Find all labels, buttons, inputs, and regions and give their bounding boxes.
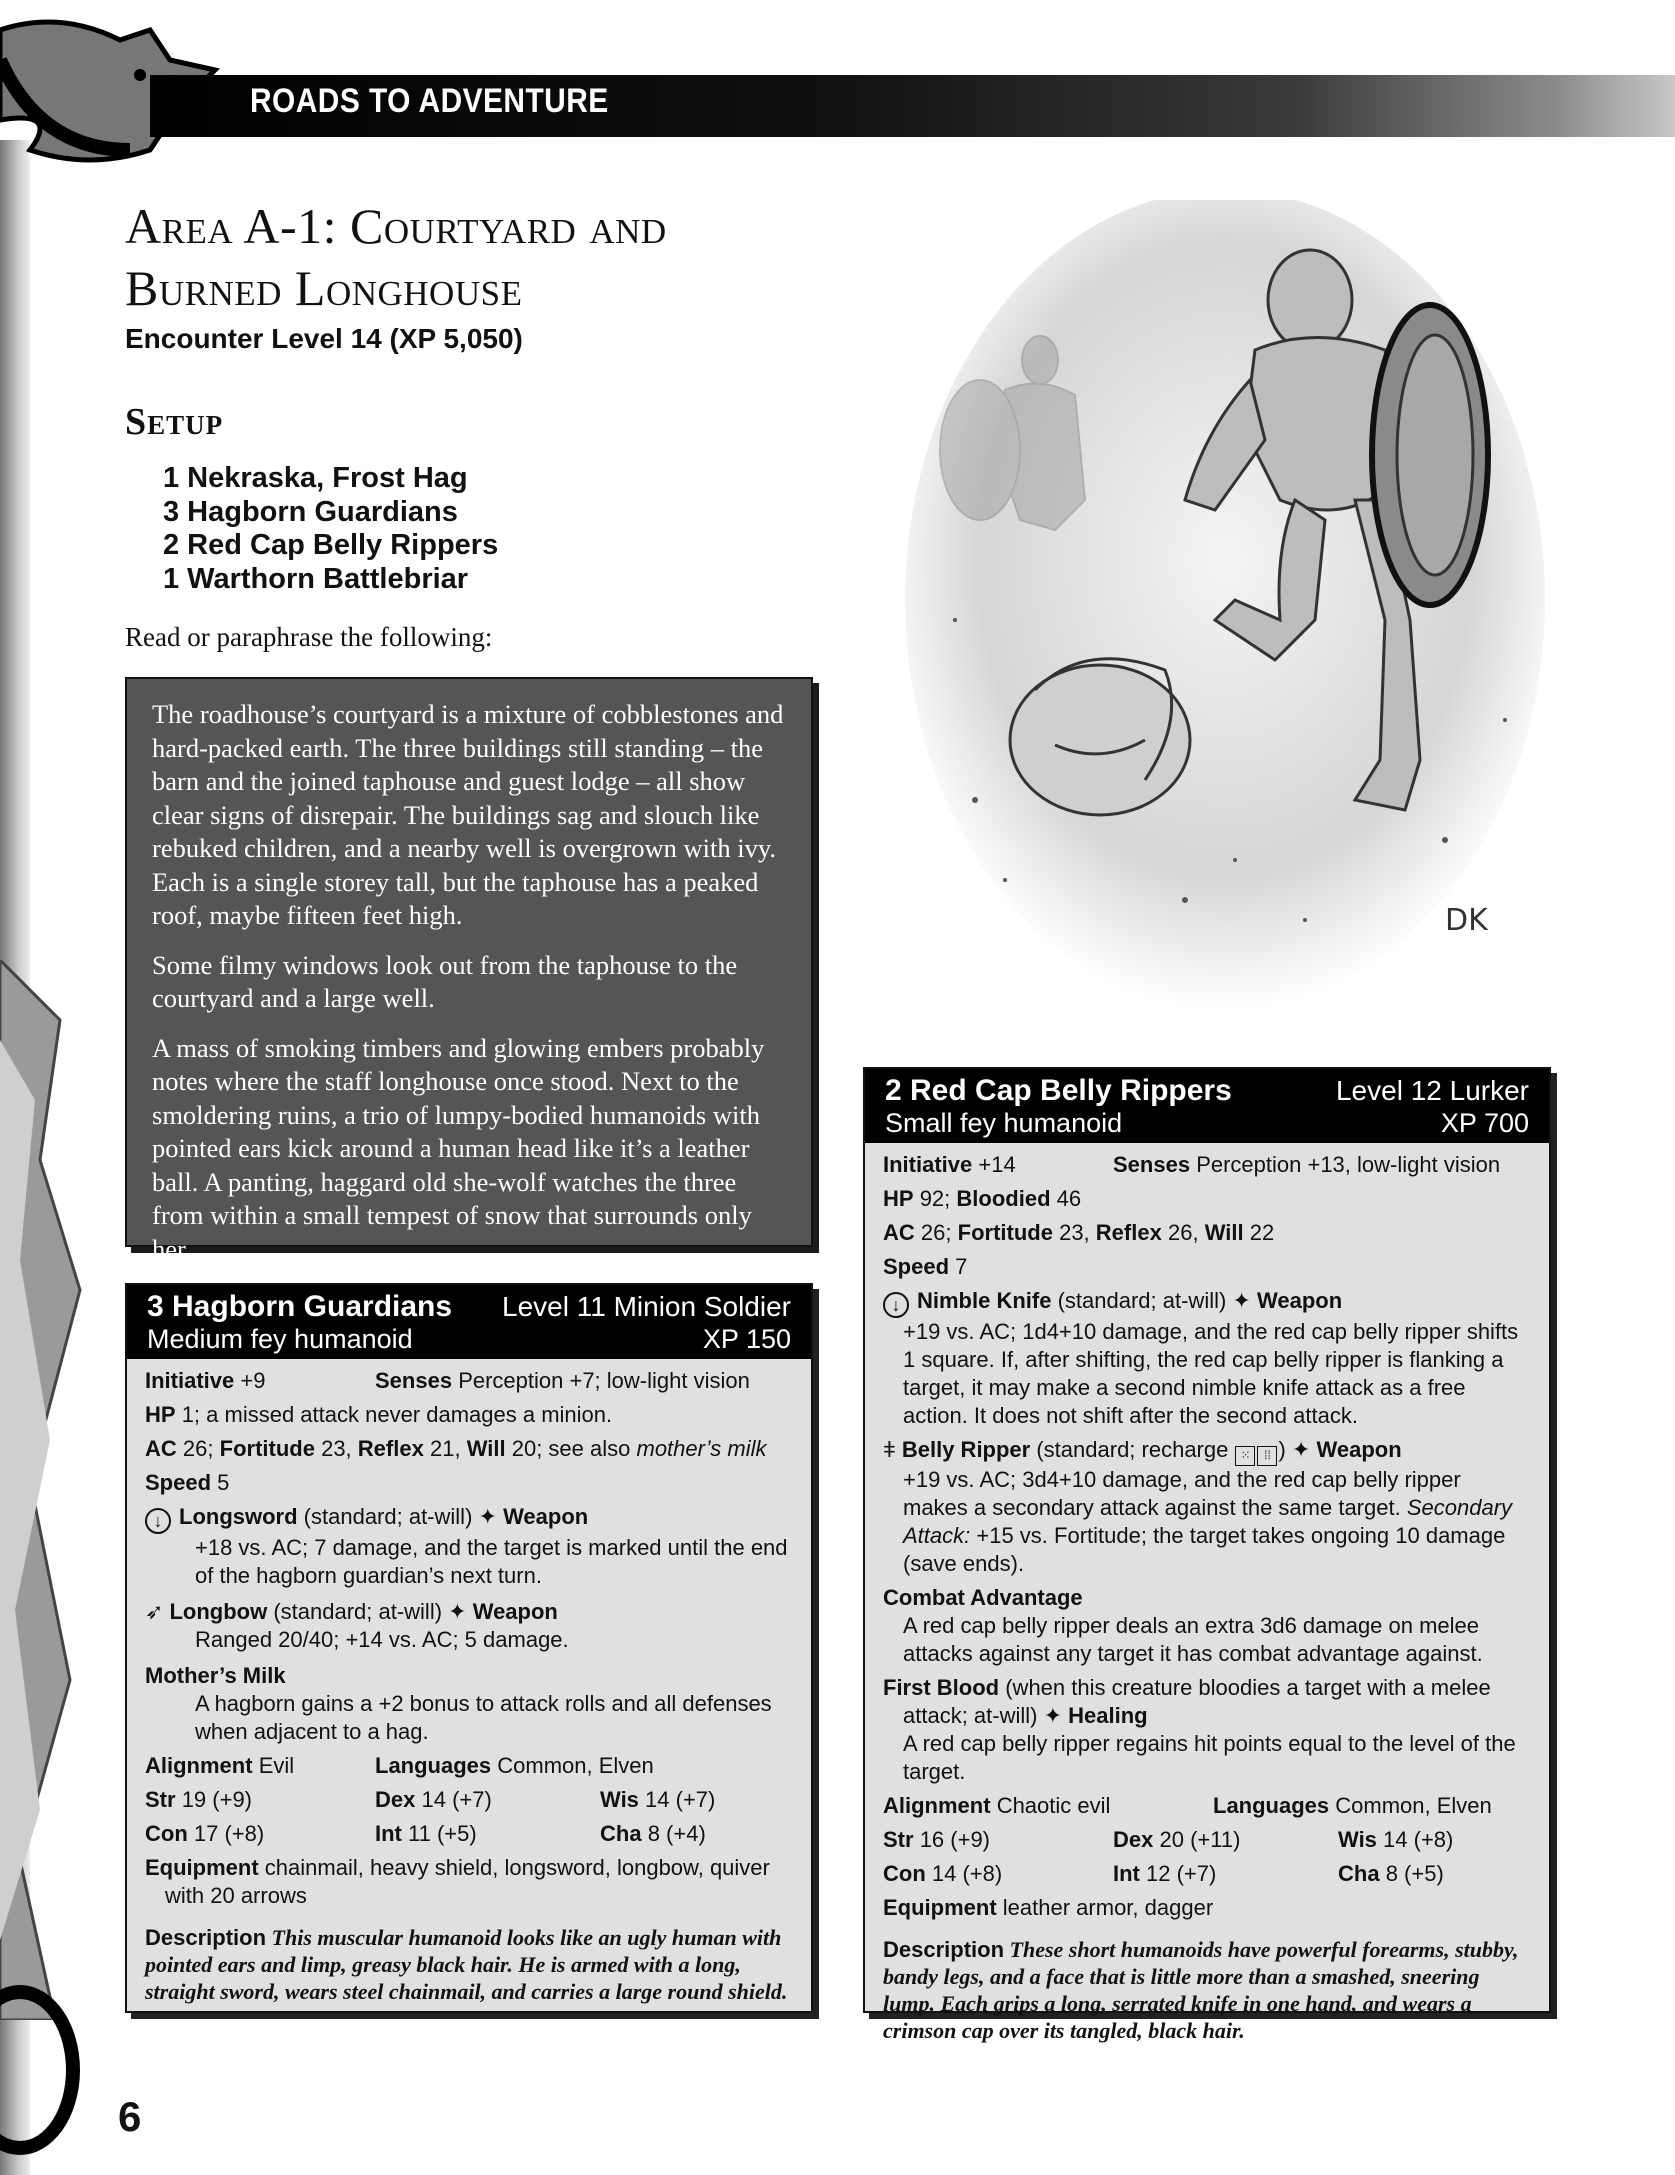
- setup-list: [163, 462, 498, 596]
- wis-label: Wis: [600, 1787, 639, 1812]
- cha-value: 8 (+5): [1385, 1861, 1444, 1886]
- alignment-line: [145, 1752, 793, 1780]
- equipment-line: [883, 1894, 1531, 1922]
- hp-value: 92;: [919, 1186, 951, 1211]
- int-label: Int: [1113, 1861, 1140, 1886]
- wis-value: 14 (+8): [1383, 1827, 1454, 1852]
- statblock-body: [127, 1359, 811, 2015]
- int-label: Int: [375, 1821, 402, 1846]
- trait-text: A red cap belly ripper regains hit points equal to the level of the target.: [903, 1731, 1516, 1784]
- dice-six-icon: ⁞⁞: [1257, 1446, 1277, 1466]
- speed-label: Speed: [883, 1254, 950, 1279]
- power-belly-ripper: [883, 1436, 1531, 1466]
- languages-value: Common, Elven: [1335, 1793, 1492, 1818]
- initiative-line: [145, 1367, 793, 1395]
- statblock-header: [127, 1285, 811, 1359]
- power-keyword: Weapon: [1316, 1437, 1402, 1462]
- alignment-line: [883, 1792, 1531, 1820]
- ability-row: [145, 1786, 793, 1814]
- ability-row: [883, 1826, 1531, 1854]
- equipment-line: [145, 1854, 793, 1910]
- monster-xp: XP 700: [1440, 1108, 1529, 1138]
- statblock-red-cap-belly-rippers: [863, 1067, 1551, 2043]
- trait-keyword: Healing: [1068, 1703, 1148, 1728]
- power-usage: (standard; at-will) ✦: [273, 1599, 467, 1624]
- alignment-value: Chaotic evil: [996, 1793, 1111, 1818]
- power-name: Belly Ripper: [901, 1437, 1031, 1462]
- power-name: Nimble Knife: [917, 1288, 1052, 1313]
- defenses-line: [145, 1435, 793, 1463]
- fortitude-label: Fortitude: [957, 1220, 1053, 1245]
- area-title-line2: Burned Longhouse: [125, 260, 523, 316]
- bloodied-label: Bloodied: [956, 1186, 1051, 1211]
- ranged-basic-icon: ➶: [145, 1599, 164, 1624]
- dex-label: Dex: [1113, 1827, 1154, 1852]
- con-label: Con: [145, 1821, 188, 1846]
- statblock-header: [865, 1069, 1549, 1143]
- power-usage: (standard; at-will) ✦: [303, 1504, 497, 1529]
- description-text: These short humanoids have powerful forearms, stubby, bandy legs, and a face that is little more than a smashed, sneering lump. Each grips a long, serrated knife in one hand, and wears a crimson cap over its tangled, black hair.: [883, 1937, 1519, 2043]
- power-name: Longsword: [179, 1504, 298, 1529]
- read-aloud-box: [125, 677, 813, 1264]
- ability-row: [145, 1820, 793, 1848]
- senses-label: Senses: [375, 1368, 453, 1393]
- will-value: 22: [1249, 1220, 1275, 1245]
- equipment-value: leather armor, dagger: [1002, 1895, 1214, 1920]
- wis-label: Wis: [1338, 1827, 1377, 1852]
- initiative-line: [883, 1151, 1531, 1179]
- will-label: Will: [466, 1436, 506, 1461]
- power-keyword: Weapon: [1256, 1288, 1343, 1313]
- trait-text: A hagborn gains a +2 bonus to attack rolls and all defenses when adjacent to a hag.: [195, 1691, 772, 1744]
- illustration-redcaps: [885, 200, 1565, 1050]
- power-usage-close: ) ✦: [1278, 1437, 1311, 1462]
- initiative-label: Initiative: [145, 1368, 235, 1393]
- ability-row: [883, 1860, 1531, 1888]
- description: [883, 1936, 1531, 2044]
- area-title-line1: Area A-1: Courtyard and: [125, 198, 667, 254]
- trait-usage: (when this creature bloodies a target with a melee attack; at-will) ✦: [903, 1675, 1491, 1728]
- languages-value: Common, Elven: [497, 1753, 654, 1778]
- con-value: 14 (+8): [931, 1861, 1003, 1886]
- languages-label: Languages: [1213, 1793, 1330, 1818]
- equipment-value: chainmail, heavy shield, longsword, longbow, quiver with 20 arrows: [165, 1855, 770, 1908]
- secondary-attack-label: Secondary Attack:: [903, 1495, 1513, 1548]
- power-text: +18 vs. AC; 7 damage, and the target is marked until the end of the hagborn guardian’s next turn.: [195, 1535, 788, 1588]
- setup-heading: Setup: [125, 401, 224, 443]
- speed-value: 5: [217, 1470, 230, 1495]
- will-value: 20; see also: [511, 1436, 631, 1461]
- str-label: Str: [145, 1787, 176, 1812]
- initiative-label: Initiative: [883, 1152, 973, 1177]
- speed-line: [145, 1469, 793, 1497]
- read-aloud-paragraph: Some filmy windows look out from the taphouse to the courtyard and a large well.: [152, 949, 738, 1013]
- will-label: Will: [1204, 1220, 1244, 1245]
- wis-value: 14 (+7): [645, 1787, 716, 1812]
- dex-value: 14 (+7): [421, 1787, 492, 1812]
- setup-item: 1 Nekraska, Frost Hag: [163, 462, 468, 494]
- secondary-attack-text: +15 vs. Fortitude; the target takes ongoing 10 damage (save ends).: [903, 1523, 1506, 1576]
- area-title: [125, 195, 805, 319]
- str-label: Str: [883, 1827, 914, 1852]
- read-aloud-paragraph: A mass of smoking timbers and glowing embers probably notes where the staff longhouse once stood. Next to the smoldering ruins, a trio of lumpy-bodied humanoids with pointed ears kick around a human head like it’s a leather ball. A panting, haggard old she-wolf watches the three from within a small tempest of snow that surrounds only her.: [152, 1032, 765, 1264]
- power-text: [883, 1466, 1531, 1578]
- cha-label: Cha: [1338, 1861, 1380, 1886]
- power-text: +19 vs. AC; 1d4+10 damage, and the red cap belly ripper shifts 1 square. If, after shifting, the red cap belly ripper is flanking a target, it may make a second nimble knife attack as a free action. It does not shift after the second attack.: [903, 1319, 1519, 1428]
- senses-label: Senses: [1113, 1152, 1191, 1177]
- trait-name: Mother’s Milk: [145, 1663, 286, 1688]
- melee-basic-icon: ↓: [145, 1508, 171, 1534]
- section-title: ROADS TO ADVENTURE: [250, 82, 609, 120]
- monster-type: Small fey humanoid: [885, 1108, 1123, 1138]
- dex-label: Dex: [375, 1787, 416, 1812]
- blade-decoration: [0, 960, 95, 2020]
- equipment-label: Equipment: [883, 1895, 997, 1920]
- power-text-main: +19 vs. AC; 3d4+10 damage, and the red cap belly ripper makes a secondary attack against the same target.: [903, 1467, 1461, 1520]
- alignment-label: Alignment: [883, 1793, 991, 1818]
- trait-name: First Blood: [883, 1675, 1000, 1700]
- bloodied-value: 46: [1056, 1186, 1082, 1211]
- ac-label: AC: [145, 1436, 177, 1461]
- monster-name: 3 Hagborn Guardians: [147, 1290, 453, 1323]
- speed-label: Speed: [145, 1470, 212, 1495]
- description: [145, 1924, 793, 2005]
- senses-value: Perception +7; low-light vision: [458, 1368, 750, 1393]
- hp-line: [145, 1401, 793, 1429]
- dex-value: 20 (+11): [1159, 1827, 1241, 1852]
- monster-xp: XP 150: [702, 1324, 791, 1354]
- equipment-label: Equipment: [145, 1855, 259, 1880]
- str-value: 16 (+9): [919, 1827, 991, 1852]
- will-see-also: mother’s milk: [636, 1436, 767, 1461]
- monster-name: 2 Red Cap Belly Rippers: [885, 1074, 1232, 1107]
- senses-value: Perception +13, low-light vision: [1196, 1152, 1501, 1177]
- hp-label: HP: [883, 1186, 914, 1211]
- ac-label: AC: [883, 1220, 915, 1245]
- melee-icon: ǂ: [883, 1437, 896, 1462]
- cha-label: Cha: [600, 1821, 642, 1846]
- hp-label: HP: [145, 1402, 176, 1427]
- fortitude-label: Fortitude: [219, 1436, 315, 1461]
- ac-value: 26;: [182, 1436, 214, 1461]
- encounter-level: Encounter Level 14 (XP 5,050): [125, 323, 523, 354]
- page-number: 6: [118, 2093, 142, 2140]
- alignment-value: Evil: [258, 1753, 295, 1778]
- reflex-label: Reflex: [1095, 1220, 1162, 1245]
- dice-five-icon: ⁙: [1235, 1446, 1255, 1466]
- con-label: Con: [883, 1861, 926, 1886]
- read-aloud-paragraph: The roadhouse’s courtyard is a mixture of cobblestones and hard-packed earth. The three buildings still standing – the barn and the joined taphouse and guest lodge – all show clear signs of disrepair. The buildings sag and slouch like rebuked children, and a nearby well is overgrown with ivy. Each is a single storey tall, but the taphouse has a peaked roof, maybe fifteen feet high.: [152, 699, 784, 930]
- monster-level: Level 11 Minion Soldier: [502, 1291, 791, 1322]
- fortitude-value: 23,: [1059, 1220, 1090, 1245]
- reflex-value: 26,: [1167, 1220, 1199, 1245]
- statblock-hagborn-guardians: [125, 1283, 813, 2013]
- setup-item: 3 Hagborn Guardians: [163, 495, 458, 528]
- ac-value: 26;: [920, 1220, 952, 1245]
- initiative-value: +14: [978, 1152, 1016, 1177]
- read-intro: Read or paraphrase the following:: [125, 622, 493, 652]
- trait-text: A red cap belly ripper deals an extra 3d6 damage on melee attacks against any target it has combat advantage against.: [903, 1613, 1483, 1666]
- power-name: Longbow: [169, 1599, 268, 1624]
- power-text: Ranged 20/40; +14 vs. AC; 5 damage.: [195, 1627, 569, 1652]
- speed-line: [883, 1253, 1531, 1281]
- reflex-label: Reflex: [357, 1436, 424, 1461]
- int-value: 12 (+7): [1146, 1861, 1217, 1886]
- description-label: Description: [145, 1925, 267, 1950]
- illustration-signature: DK: [1445, 903, 1488, 938]
- melee-basic-icon: ↓: [883, 1292, 909, 1318]
- trait-name: Combat Advantage: [883, 1585, 1083, 1610]
- monster-type: Medium fey humanoid: [147, 1324, 413, 1354]
- hp-value: 1; a missed attack never damages a minion.: [181, 1402, 613, 1427]
- monster-level: Level 12 Lurker: [1335, 1075, 1529, 1106]
- setup-item: 1 Warthorn Battlebriar: [163, 562, 469, 595]
- defenses-line: [883, 1219, 1531, 1247]
- power-keyword: Weapon: [472, 1599, 558, 1624]
- description-label: Description: [883, 1937, 1005, 1962]
- description-text: This muscular humanoid looks like an ugly human with pointed ears and limp, greasy black hair. He is armed with a long, straight sword, wears steel chainmail, and carries a large round shield.: [145, 1925, 788, 2004]
- languages-label: Languages: [375, 1753, 492, 1778]
- initiative-value: +9: [240, 1368, 266, 1393]
- power-usage: (standard; at-will) ✦: [1057, 1288, 1251, 1313]
- power-nimble-knife: [883, 1287, 1531, 1318]
- cha-value: 8 (+4): [647, 1821, 706, 1846]
- con-value: 17 (+8): [193, 1821, 265, 1846]
- power-keyword: Weapon: [503, 1504, 589, 1529]
- power-longbow: [145, 1598, 793, 1626]
- str-value: 19 (+9): [181, 1787, 253, 1812]
- reflex-value: 21,: [429, 1436, 461, 1461]
- fortitude-value: 23,: [321, 1436, 352, 1461]
- alignment-label: Alignment: [145, 1753, 253, 1778]
- power-usage: (standard; recharge: [1036, 1437, 1229, 1462]
- statblock-body: [865, 1143, 1549, 2054]
- trait-first-blood: [883, 1674, 1531, 1730]
- speed-value: 7: [955, 1254, 968, 1279]
- int-value: 11 (+5): [408, 1821, 477, 1846]
- hp-line: [883, 1185, 1531, 1213]
- power-longsword: [145, 1503, 793, 1534]
- setup-item: 2 Red Cap Belly Rippers: [163, 529, 499, 561]
